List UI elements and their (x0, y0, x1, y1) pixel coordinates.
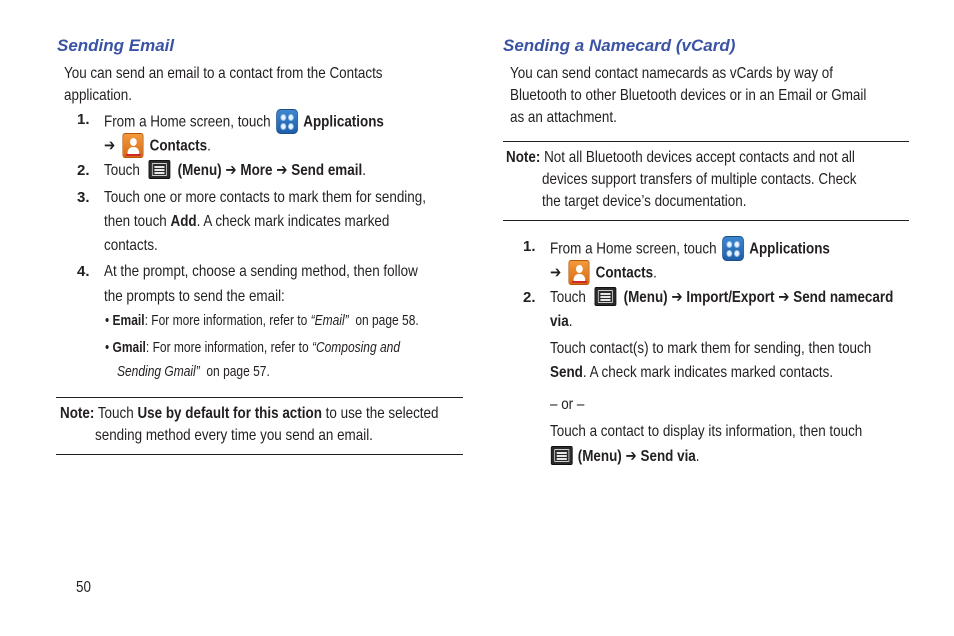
left-step-1-line-2: ➔ Contacts. (104, 134, 231, 159)
right-step-2-line-1: Touch (Menu) ➔ Import/Export ➔ Send namecard (550, 289, 894, 306)
left-heading: Sending Email (57, 36, 175, 55)
contacts-person-icon[interactable] (122, 133, 143, 158)
right-intro-line-3: as an attachment. (510, 109, 617, 126)
right-note-line-2: devices support transfers of multiple contacts. Check (542, 171, 857, 188)
right-para2-line-1: Touch a contact to display its information, then touch (550, 423, 863, 440)
left-note-bottom-rule (56, 454, 463, 455)
left-step-2-line: Touch (Menu) ➔ More ➔ Send email. (104, 162, 366, 179)
arrow-icon: ➔ (625, 448, 637, 465)
right-step-1-number: 1. (523, 238, 536, 255)
right-step-2-line-2: via. (550, 313, 573, 330)
right-step-2-number: 2. (523, 289, 536, 306)
arrow-icon: ➔ (225, 162, 237, 179)
right-note-bottom-rule (503, 220, 909, 221)
right-heading: Sending a Namecard (vCard) (503, 36, 736, 55)
menu-key-icon[interactable] (551, 446, 573, 465)
contacts-person-icon[interactable] (568, 260, 589, 285)
left-step-3-line-1: Touch one or more contacts to mark them for sending, (104, 189, 426, 206)
left-note-line-2: sending method every time you send an email. (95, 427, 373, 444)
or-separator: – or – (550, 396, 585, 413)
arrow-icon: ➔ (104, 137, 116, 155)
left-step-2-number: 2. (77, 162, 90, 179)
left-step-1-line-1: From a Home screen, touch Applications (104, 110, 437, 135)
left-step-4-line-1: At the prompt, choose a sending method, then follow (104, 263, 418, 280)
right-intro-line-2: Bluetooth to other Bluetooth devices or in an Email or Gmail (510, 87, 867, 104)
left-step-3-line-2: then touch Add. A check mark indicates marked (104, 213, 390, 230)
arrow-icon: ➔ (671, 289, 683, 306)
right-note-line-1: Note: Not all Bluetooth devices accept contacts and not all (506, 149, 855, 166)
applications-grid-icon[interactable] (722, 236, 744, 261)
left-note-top-rule (56, 397, 463, 398)
left-intro-line-1: You can send an email to a contact from the Contacts (64, 65, 383, 82)
left-step-4-number: 4. (77, 263, 90, 280)
menu-key-icon[interactable] (149, 160, 171, 179)
bullet-gmail-line-2: Sending Gmail” on page 57. (117, 363, 270, 380)
left-step-1-number: 1. (77, 111, 90, 128)
right-intro-line-1: You can send contact namecards as vCards by way of (510, 65, 833, 82)
menu-key-icon[interactable] (595, 287, 617, 306)
arrow-icon: ➔ (778, 289, 790, 306)
arrow-icon: ➔ (550, 264, 562, 282)
email-reference-link[interactable]: “Email” (310, 312, 349, 329)
applications-grid-icon[interactable] (276, 109, 298, 134)
right-step-1-line-2: ➔ Contacts. (550, 261, 677, 286)
right-note-top-rule (503, 141, 909, 142)
left-note-line-1: Note: Touch Use by default for this action to use the selected (60, 405, 439, 422)
left-step-4-line-2: the prompts to send the email: (104, 288, 285, 305)
left-step-3-number: 3. (77, 189, 90, 206)
right-note-line-3: the target device’s documentation. (542, 193, 747, 210)
bullet-gmail-line-1: • Gmail: For more information, refer to “Composing and (105, 339, 401, 356)
arrow-icon: ➔ (276, 162, 288, 179)
bullet-email: • Email: For more information, refer to “Email” on page 58. (105, 312, 419, 329)
right-step-1-line-1: From a Home screen, touch Applications (550, 237, 883, 262)
gmail-reference-link[interactable]: “Composing and (311, 339, 401, 356)
left-intro-line-2: application. (64, 87, 133, 104)
right-para1-line-1: Touch contact(s) to mark them for sending, then touch (550, 340, 872, 357)
left-step-3-line-3: contacts. (104, 237, 158, 254)
gmail-reference-link-2[interactable]: Sending Gmail” (117, 363, 200, 380)
page-number: 50 (76, 579, 91, 596)
right-para1-line-2: Send. A check mark indicates marked contacts. (550, 364, 834, 381)
right-para2-line-2: (Menu) ➔ Send via. (550, 447, 728, 467)
